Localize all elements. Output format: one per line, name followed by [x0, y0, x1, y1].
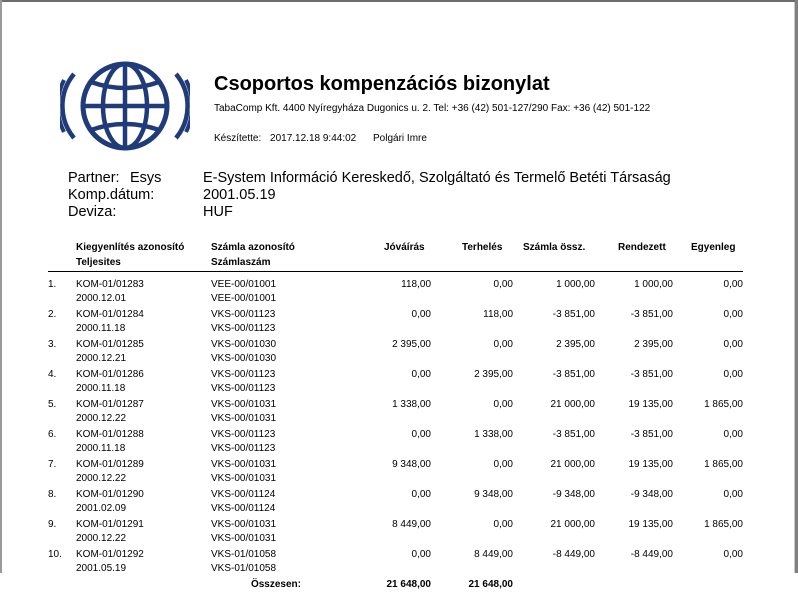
szamla-ossz-value: -3 851,00 — [552, 429, 595, 440]
teljesites-date: 2000.11.18 — [76, 323, 126, 334]
col-header-terheles: Terhelés — [462, 242, 503, 253]
empty-cell — [673, 532, 743, 546]
rendezett-value: 19 135,00 — [628, 399, 673, 410]
kiegyenlites-id: KOM-01/01286 — [76, 369, 144, 380]
empty-cell — [431, 532, 513, 546]
empty-cell — [595, 292, 673, 306]
komp-date-label: Komp.dátum: — [68, 187, 155, 203]
terheles-value: 0,00 — [493, 519, 513, 530]
szamla-ossz-value: 2 395,00 — [556, 339, 595, 350]
empty-cell — [513, 442, 595, 456]
empty-cell — [301, 292, 431, 306]
terheles-value: 9 348,00 — [474, 489, 513, 500]
empty-cell — [431, 352, 513, 366]
empty-cell — [431, 322, 513, 336]
table-row — [48, 308, 743, 322]
empty-cell — [431, 472, 513, 486]
table-row — [48, 368, 743, 382]
egyenleg-value: 1 865,00 — [704, 459, 743, 470]
szamlaszam-value: VKS-01/01058 — [211, 563, 277, 574]
table-row-detail — [48, 412, 743, 426]
window-top-border — [0, 0, 798, 2]
kiegyenlites-id: KOM-01/01288 — [76, 429, 144, 440]
kiegyenlites-id: KOM-01/01284 — [76, 309, 144, 320]
terheles-value: 8 449,00 — [474, 549, 513, 560]
col-header-szamlaszam: Számlaszám — [211, 257, 271, 268]
empty-cell — [513, 322, 595, 336]
szamlaszam-value: VKS-00/01031 — [211, 533, 277, 544]
komp-date-row — [68, 187, 708, 204]
terheles-value: 118,00 — [483, 309, 513, 320]
table-row — [48, 428, 743, 442]
empty-cell — [673, 292, 743, 306]
egyenleg-value: 0,00 — [723, 279, 743, 290]
terheles-value: 0,00 — [493, 399, 513, 410]
jovairas-value: 0,00 — [411, 309, 431, 320]
szamla-id: VKS-00/01123 — [211, 429, 276, 440]
row-number: 3. — [48, 339, 57, 350]
rendezett-value: -8 449,00 — [630, 549, 673, 560]
szamlaszam-value: VKS-00/01031 — [211, 413, 277, 424]
szamla-id: VKS-00/01031 — [211, 459, 277, 470]
teljesites-date: 2000.11.18 — [76, 443, 126, 454]
total-spacer — [595, 578, 673, 592]
col-header-rendezett: Rendezett — [618, 242, 666, 253]
created-datetime: 2017.12.18 9:44:02 — [270, 133, 357, 144]
szamlaszam-value: VKS-00/01030 — [211, 353, 277, 364]
rendezett-value: -3 851,00 — [630, 429, 673, 440]
document-info — [68, 170, 708, 221]
table-row — [48, 488, 743, 502]
rendezett-value: -3 851,00 — [630, 309, 673, 320]
items-table — [48, 278, 743, 592]
empty-cell — [595, 532, 673, 546]
rendezett-value: 1 000,00 — [634, 279, 673, 290]
table-row-detail — [48, 532, 743, 546]
empty-cell — [431, 502, 513, 516]
globe-logo-icon — [60, 60, 190, 152]
empty-cell — [301, 562, 431, 576]
header-divider — [48, 271, 743, 272]
row-number: 8. — [48, 489, 57, 500]
empty-cell — [301, 382, 431, 396]
teljesites-date: 2000.12.21 — [76, 353, 127, 364]
szamla-ossz-value: 21 000,00 — [550, 459, 595, 470]
szamla-ossz-value: -3 851,00 — [552, 369, 595, 380]
kiegyenlites-id: KOM-01/01290 — [76, 489, 144, 500]
jovairas-value: 2 395,00 — [392, 339, 431, 350]
jovairas-value: 8 449,00 — [392, 519, 431, 530]
szamla-ossz-value: -3 851,00 — [552, 309, 595, 320]
szamla-id: VKS-00/01123 — [211, 369, 276, 380]
kiegyenlites-id: KOM-01/01292 — [76, 549, 144, 560]
row-number-spacer — [48, 382, 76, 396]
rendezett-value: 19 135,00 — [628, 459, 673, 470]
col-header-egyenleg: Egyenleg — [691, 242, 736, 253]
row-number: 6. — [48, 429, 57, 440]
rendezett-value: 19 135,00 — [628, 519, 673, 530]
szamla-id: VKS-00/01031 — [211, 399, 277, 410]
terheles-value: 0,00 — [493, 279, 513, 290]
empty-cell — [431, 382, 513, 396]
empty-cell — [595, 472, 673, 486]
table-row-detail — [48, 382, 743, 396]
empty-cell — [301, 322, 431, 336]
row-number: 4. — [48, 369, 57, 380]
row-number-spacer — [48, 322, 76, 336]
row-number-spacer — [48, 412, 76, 426]
empty-cell — [513, 502, 595, 516]
empty-cell — [595, 352, 673, 366]
teljesites-date: 2000.11.18 — [76, 383, 126, 394]
szamla-id: VKS-00/01030 — [211, 339, 277, 350]
row-number: 2. — [48, 309, 57, 320]
egyenleg-value: 0,00 — [723, 549, 743, 560]
terheles-value: 0,00 — [493, 339, 513, 350]
kiegyenlites-id: KOM-01/01289 — [76, 459, 144, 470]
table-row-detail — [48, 562, 743, 576]
table-row-detail — [48, 442, 743, 456]
table-row-detail — [48, 472, 743, 486]
partner-code: Esys — [130, 170, 162, 186]
empty-cell — [673, 502, 743, 516]
empty-cell — [673, 442, 743, 456]
szamla-ossz-value: 21 000,00 — [550, 399, 595, 410]
kiegyenlites-id: KOM-01/01283 — [76, 279, 144, 290]
partner-name: E-System Információ Kereskedő, Szolgáltató és Termelő Betéti Társaság — [203, 170, 671, 186]
row-number-spacer — [48, 532, 76, 546]
terheles-value: 1 338,00 — [474, 429, 513, 440]
empty-cell — [513, 532, 595, 546]
empty-cell — [513, 382, 595, 396]
jovairas-value: 0,00 — [411, 429, 431, 440]
rendezett-value: -9 348,00 — [630, 489, 673, 500]
kiegyenlites-id: KOM-01/01291 — [76, 519, 144, 530]
total-spacer — [673, 578, 743, 592]
deviza-label: Deviza: — [68, 204, 117, 220]
empty-cell — [595, 412, 673, 426]
kiegyenlites-id: KOM-01/01285 — [76, 339, 144, 350]
document-title: Csoportos kompenzációs bizonylat — [214, 73, 550, 95]
jovairas-value: 1 338,00 — [392, 399, 431, 410]
empty-cell — [301, 352, 431, 366]
szamlaszam-value: VEE-00/01001 — [211, 293, 277, 304]
egyenleg-value: 0,00 — [723, 429, 743, 440]
empty-cell — [673, 352, 743, 366]
empty-cell — [301, 472, 431, 486]
terheles-value: 2 395,00 — [474, 369, 513, 380]
teljesites-date: 2001.05.19 — [76, 563, 127, 574]
row-number-spacer — [48, 472, 76, 486]
empty-cell — [301, 412, 431, 426]
table-row-detail — [48, 322, 743, 336]
col-header-szamla-azonosito: Számla azonosító — [211, 242, 295, 253]
created-label: Készítette: — [214, 133, 262, 144]
szamla-id: VKS-00/01124 — [211, 489, 276, 500]
empty-cell — [595, 502, 673, 516]
row-number-spacer — [48, 442, 76, 456]
company-info: TabaComp Kft. 4400 Nyíregyháza Dugonics u. 2. Tel: +36 (42) 501-127/290 Fax: +36 (42) 501-122 — [214, 103, 651, 114]
empty-cell — [431, 292, 513, 306]
szamla-id: VEE-00/01001 — [211, 279, 277, 290]
partner-label: Partner: — [68, 170, 120, 186]
total-spacer — [48, 578, 76, 592]
table-row-detail — [48, 502, 743, 516]
row-number-spacer — [48, 292, 76, 306]
teljesites-date: 2000.12.22 — [76, 533, 127, 544]
row-number: 1. — [48, 279, 57, 290]
total-terheles: 21 648,00 — [468, 579, 513, 590]
szamlaszam-value: VKS-00/01124 — [211, 503, 276, 514]
total-label: Összesen: — [250, 579, 301, 590]
window-left-border — [0, 0, 2, 573]
total-spacer — [513, 578, 595, 592]
total-row — [48, 578, 743, 592]
empty-cell — [595, 562, 673, 576]
szamlaszam-value: VKS-00/01031 — [211, 473, 277, 484]
created-by: Polgári Imre — [373, 133, 427, 144]
table-row — [48, 458, 743, 472]
teljesites-date: 2000.12.01 — [76, 293, 127, 304]
deviza-value: HUF — [203, 204, 233, 220]
empty-cell — [673, 412, 743, 426]
teljesites-date: 2000.12.22 — [76, 413, 127, 424]
szamlaszam-value: VKS-00/01123 — [211, 383, 276, 394]
row-number: 10. — [48, 549, 62, 560]
empty-cell — [301, 532, 431, 546]
szamlaszam-value: VKS-00/01123 — [211, 443, 276, 454]
empty-cell — [301, 442, 431, 456]
szamla-ossz-value: 21 000,00 — [550, 519, 595, 530]
szamla-ossz-value: -8 449,00 — [552, 549, 595, 560]
created-info — [214, 133, 433, 144]
total-jovairas: 21 648,00 — [386, 579, 431, 590]
table-row — [48, 398, 743, 412]
col-header-jovairas: Jóváírás — [384, 242, 425, 253]
komp-date-value: 2001.05.19 — [203, 187, 276, 203]
egyenleg-value: 0,00 — [723, 489, 743, 500]
table-row-detail — [48, 352, 743, 366]
jovairas-value: 0,00 — [411, 369, 431, 380]
empty-cell — [595, 322, 673, 336]
jovairas-value: 0,00 — [411, 489, 431, 500]
empty-cell — [513, 292, 595, 306]
row-number-spacer — [48, 502, 76, 516]
empty-cell — [431, 442, 513, 456]
jovairas-value: 9 348,00 — [392, 459, 431, 470]
row-number: 5. — [48, 399, 57, 410]
empty-cell — [431, 562, 513, 576]
jovairas-value: 0,00 — [411, 549, 431, 560]
jovairas-value: 118,00 — [401, 279, 431, 290]
rendezett-value: 2 395,00 — [634, 339, 673, 350]
col-header-teljesites: Teljesites — [76, 257, 121, 268]
szamla-ossz-value: -9 348,00 — [552, 489, 595, 500]
terheles-value: 0,00 — [493, 459, 513, 470]
table-row — [48, 518, 743, 532]
deviza-row — [68, 204, 708, 221]
empty-cell — [595, 442, 673, 456]
row-number: 9. — [48, 519, 57, 530]
egyenleg-value: 0,00 — [723, 309, 743, 320]
teljesites-date: 2001.02.09 — [76, 503, 127, 514]
szamla-id: VKS-00/01031 — [211, 519, 277, 530]
total-spacer — [76, 578, 211, 592]
szamlaszam-value: VKS-00/01123 — [211, 323, 276, 334]
egyenleg-value: 0,00 — [723, 339, 743, 350]
col-header-szamla-ossz: Számla össz. — [523, 242, 586, 253]
empty-cell — [513, 352, 595, 366]
row-number-spacer — [48, 562, 76, 576]
table-row — [48, 548, 743, 562]
empty-cell — [513, 472, 595, 486]
empty-cell — [673, 382, 743, 396]
row-number-spacer — [48, 352, 76, 366]
table-row — [48, 338, 743, 352]
empty-cell — [673, 472, 743, 486]
empty-cell — [673, 562, 743, 576]
empty-cell — [431, 412, 513, 426]
egyenleg-value: 0,00 — [723, 369, 743, 380]
empty-cell — [301, 502, 431, 516]
empty-cell — [595, 382, 673, 396]
empty-cell — [673, 322, 743, 336]
empty-cell — [513, 562, 595, 576]
egyenleg-value: 1 865,00 — [704, 519, 743, 530]
table-row — [48, 278, 743, 292]
szamla-id: VKS-00/01123 — [211, 309, 276, 320]
rendezett-value: -3 851,00 — [630, 369, 673, 380]
partner-row — [68, 170, 708, 187]
kiegyenlites-id: KOM-01/01287 — [76, 399, 144, 410]
szamla-id: VKS-01/01058 — [211, 549, 277, 560]
col-header-kiegyenlites: Kiegyenlítés azonosító — [76, 242, 185, 253]
teljesites-date: 2000.12.22 — [76, 473, 127, 484]
table-row-detail — [48, 292, 743, 306]
row-number: 7. — [48, 459, 57, 470]
empty-cell — [513, 412, 595, 426]
egyenleg-value: 1 865,00 — [704, 399, 743, 410]
szamla-ossz-value: 1 000,00 — [556, 279, 595, 290]
